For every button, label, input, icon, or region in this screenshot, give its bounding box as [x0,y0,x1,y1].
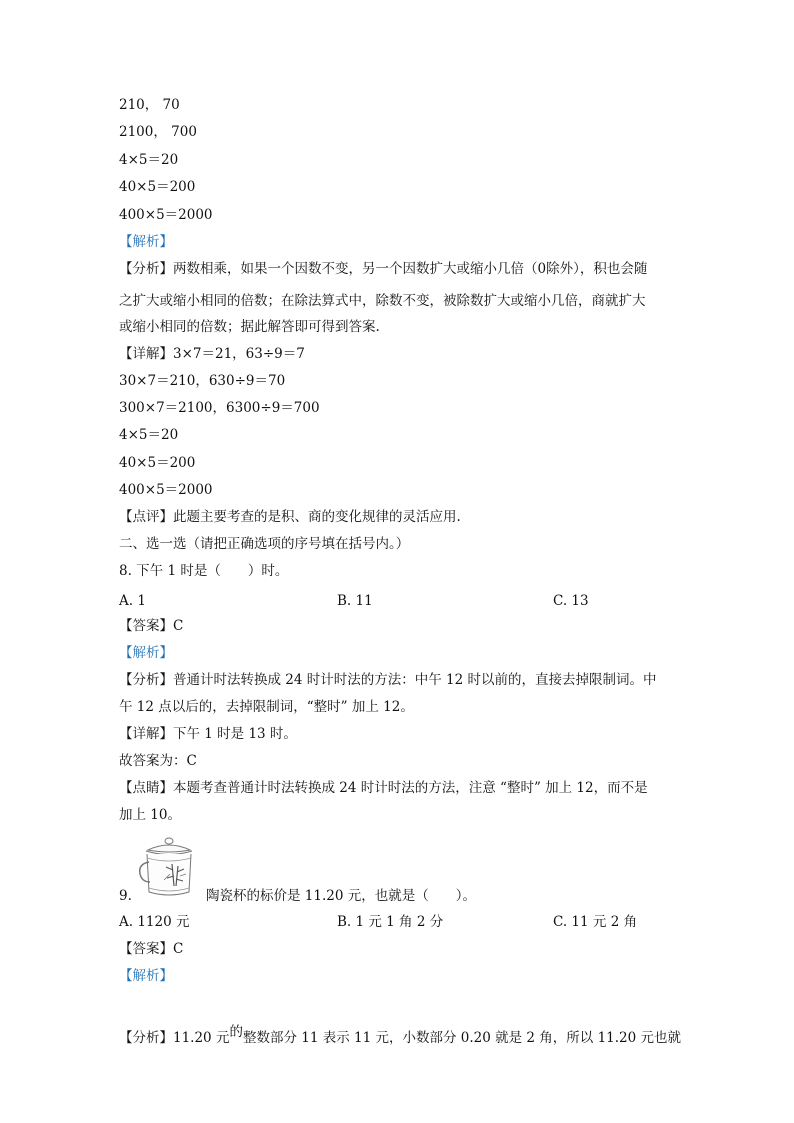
q8-conclusion: 故答案为：C [119,753,197,769]
result-line: 4×5＝20 [119,152,179,168]
result-line: 210， 70 [119,97,180,113]
q7-fenxi-line: 或缩小相同的倍数；据此解答即可得到答案. [119,319,380,335]
q9-number: 9. [119,888,132,904]
q8-analysis-heading: 【解析】 [119,645,173,661]
q9-option-c: C. 11 元 2 角 [553,914,638,930]
q7-xiangjie-line: 40×5＝200 [119,455,196,471]
q7-fenxi-line: 【分析】两数相乘，如果一个因数不变，另一个因数扩大或缩小几倍（0除外），积也会随 [119,261,648,277]
q8-answer: 【答案】C [119,618,184,634]
q9-analysis-heading: 【解析】 [119,968,173,984]
q7-xiangjie-line: 4×5＝20 [119,427,179,443]
q8-dianjing-line: 加上 10。 [119,807,181,823]
result-line: 40×5＝200 [119,179,196,195]
q7-xiangjie-line: 400×5＝2000 [119,482,213,498]
q9-fenxi-pre: 【分析】11.20 元 [119,1030,230,1046]
q8-xiangjie: 【详解】下午 1 时是 13 时。 [119,726,297,742]
q9-fenxi-line [119,1024,682,1047]
q9-answer: 【答案】C [119,941,184,957]
q9-option-b: B. 1 元 1 角 2 分 [337,914,444,930]
q8-dianjing-line: 【点睛】本题考查普通计时法转换成 24 时计时法的方法，注意 “整时” 加上 12，而不是 [119,780,648,796]
q7-dianping: 【点评】此题主要考查的是积、商的变化规律的灵活应用. [119,509,461,525]
q7-xiangjie-line: 300×7＝2100，6300÷9＝700 [119,400,320,416]
q9-stem: 陶瓷杯的标价是 11.20 元，也就是（ ）。 [206,888,476,904]
q7-xiangjie-line: 【详解】3×7＝21，63÷9＝7 [119,346,305,362]
q8-fenxi-line: 午 12 点以后的，去掉限制词，“整时” 加上 12。 [119,699,414,715]
q9-fenxi-de: 的 [229,1024,243,1040]
q8-stem: 8. 下午 1 时是（ ）时。 [119,563,289,579]
q8-option-b: B. 11 [337,593,373,609]
porcelain-cup-image [136,836,202,898]
result-line: 2100， 700 [119,124,197,140]
q8-option-a: A. 1 [119,593,146,609]
result-line: 400×5＝2000 [119,207,213,223]
q7-analysis-heading: 【解析】 [119,234,173,250]
q7-xiangjie-line: 30×7＝210，630÷9＝70 [119,373,286,389]
q8-fenxi-line: 【分析】普通计时法转换成 24 时计时法的方法：中午 12 时以前的，直接去掉限制词。中 [119,672,657,688]
q9-option-a: A. 1120 元 [119,914,190,930]
q8-option-c: C. 13 [553,593,589,609]
q7-fenxi-line: 之扩大或缩小相同的倍数；在除法算式中，除数不变，被除数扩大或缩小几倍，商就扩大 [119,293,646,309]
section-heading: 二、选一选（请把正确选项的序号填在括号内。） [119,536,410,552]
q9-fenxi-post: 整数部分 11 表示 11 元，小数部分 0.20 就是 2 角，所以 11.20 元也就 [242,1030,682,1046]
